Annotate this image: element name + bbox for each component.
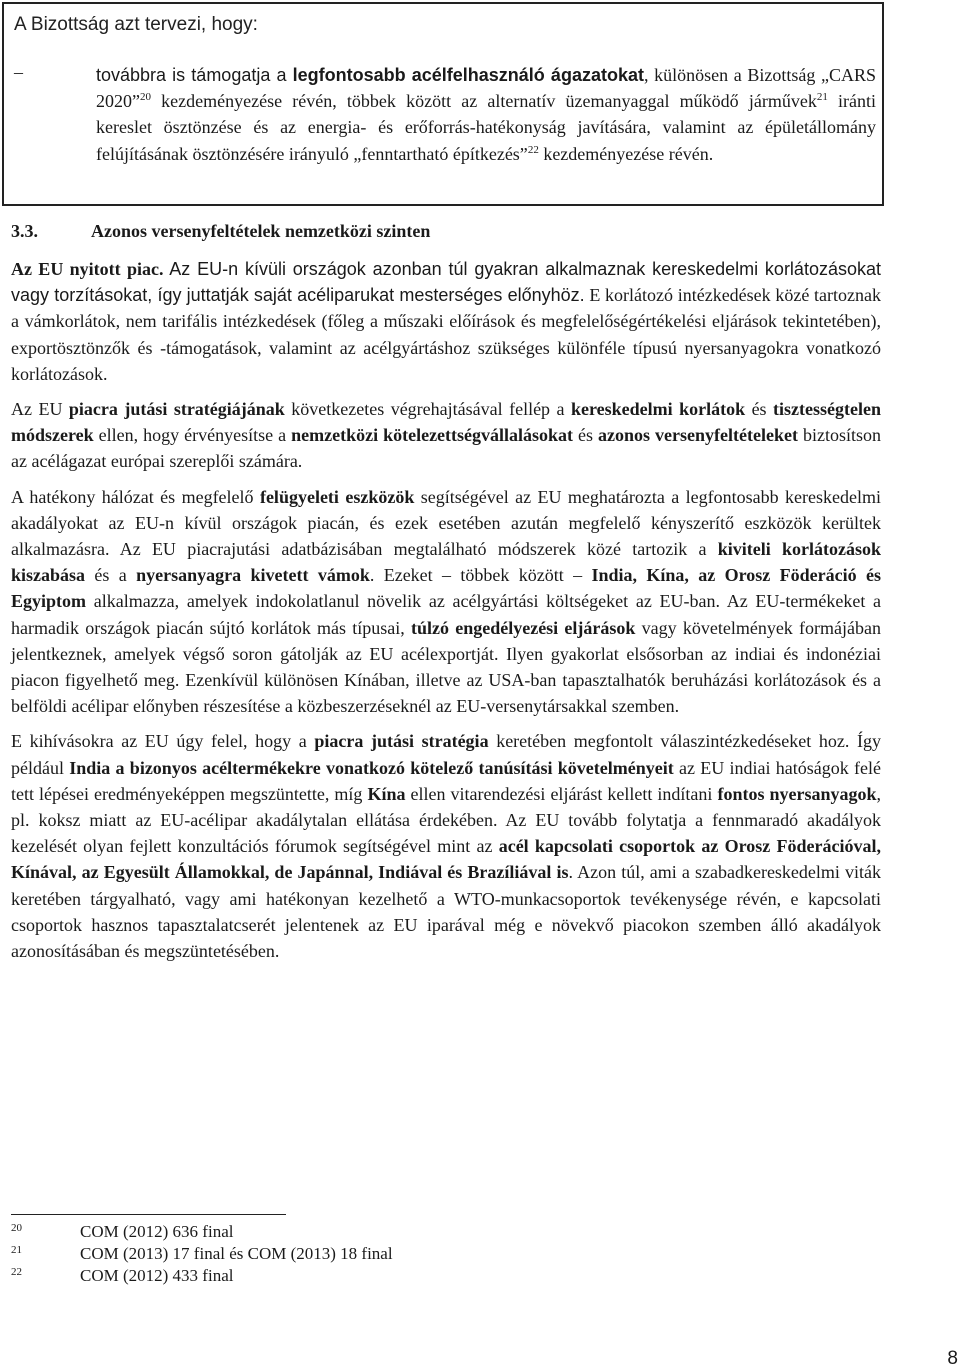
section-number: 3.3. bbox=[11, 221, 38, 241]
footnote bbox=[11, 1222, 611, 1244]
footnote-number: 22 bbox=[11, 1266, 22, 1278]
footnote-ref-21: 21 bbox=[816, 91, 828, 104]
footnote bbox=[11, 1244, 611, 1266]
dash-list-item bbox=[14, 62, 882, 167]
footnotes bbox=[11, 1222, 611, 1288]
main-content bbox=[11, 221, 881, 964]
page-number: 8 bbox=[947, 1348, 958, 1369]
footnote-text: COM (2012) 433 final bbox=[80, 1266, 234, 1285]
list-item-text: továbbra is támogatja a legfontosabb acélfelhasználó ágazatokat, különösen a Bizottság „CARS 2020”$^{20}$ kezdeményezése révén, többek között az alternatív üzemanyaggal működő járművek$^{21}$ iránti kereslet ösztönzése és az energia- és erőforrás-hatékonyság javítására, valamint az épületállomány felújításának ösztönzésére irányuló „fenntartható építkezés”$^{22}$ kezdeményezése révén. bbox=[96, 65, 876, 164]
footnote-ref-20: 20 bbox=[140, 91, 151, 104]
paragraph-3: A hatékony hálózat és megfelelő felügyeleti eszközök segítségével az EU meghatározta a legfontosabb kereskedelmi akadályokat az EU-n kívül országok piacán, és ezek esetében azután megfelelő kényszerítő eszközök kerültek alkalmazásra. Az EU piacrajutási adatbázisában megtalálható módszerek közé tartozik a kiviteli korlátozások kiszabása és a nyersanyagra kivetett vámok. Ezeket – többek között – India, Kína, az Orosz Föderáció és Egyiptom alkalmazza, amelyek indokolatlanul növelik az acélgyártási költségeket az EU-ban. Az EU-termékeket a harmadik országok piacán sújtó korlátok más típusai, túlzó engedélyezési eljárások vagy követelmények formájában jelentkeznek, amelyek végső soron gátolják az EU acélexportját. Ilyen gyakorlat elsősorban az indiai és indonéziai piacon figyelhető meg. Ezenkívül különösen Kínában, illetve az USA-ban tapasztalhatók beruházási korlátozások és a belföldi acélipar előnyben részesítése a közbeszerzéseknél az EU-versenytársakkal szemben. bbox=[11, 486, 882, 717]
section-heading bbox=[11, 221, 881, 242]
paragraph-2: Az EU piacra jutási stratégiájának következetes végrehajtásával fellép a kereskedelmi korlátok és tisztességtelen módszerek ellen, hogy érvényesítse a nemzetközi kötelezettségvállalásokat és azonos versenyfeltételeket biztosítson az acélágazat európai szereplői számára. bbox=[11, 399, 881, 472]
paragraph-4: E kihívásokra az EU úgy felel, hogy a piacra jutási stratégia keretében megfontolt válaszintézkedéseket hoz. Így például India a bizonyos acéltermékekre vonatkozó kötelező tanúsítási követelményeit az EU indiai hatóságok felé tett lépései eredményeképpen megszüntette, míg Kína ellen vitarendezési eljárást kellett indítani fontos nyersanyagok, pl. koksz miatt az EU-acélipar akadálytalan ellátása érdekében. Az EU tovább folytatja a fennmaradó akadályok kezelését olyan fejlett konzultációs fórumok segítségével mint az acél kapcsolati csoportok az Orosz Föderációval, Kínával, az Egyesült Államokkal, de Japánnal, Indiával és Brazíliával is. Azon túl, ami a szabadkereskedelmi viták keretében tárgyalható, vagy ami hatékonyan kezelhető a WTO-munkacsoportok tevékenysége révén, e kapcsolati csoportok hasznos tapasztalatcserét jelentenek az EU iparával még e növekvő piacokon szemben álló akadályok azonosításában és megszüntetésében. bbox=[11, 731, 882, 962]
footnote-divider bbox=[11, 1214, 286, 1215]
footnote-number: 20 bbox=[11, 1222, 22, 1234]
paragraph-1: Az EU nyitott piac. Az EU-n kívüli országok azonban túl gyakran alkalmaznak kereskedelmi korlátozásokat vagy torzításokat, így juttatják saját acéliparukat mesterséges előnyhöz. E korlátozó intézkedések közé tartoznak a vámkorlátok, nem tarifális intézkedések (főleg a műszaki előírások és megfelelőségértékelési eljárások tekintetében), exportösztönzők és -támogatások, valamint az acélgyártáshoz szükséges különféle típusú nyersanyagokra vonatkozó korlátozások. bbox=[11, 259, 881, 384]
section-title: Azonos versenyfeltételek nemzetközi szinten bbox=[91, 221, 431, 241]
footnote-text: COM (2013) 17 final és COM (2013) 18 final bbox=[80, 1244, 393, 1263]
footnote-number: 21 bbox=[11, 1244, 22, 1256]
footnote bbox=[11, 1266, 611, 1288]
list-dash: – bbox=[14, 62, 23, 82]
framed-box bbox=[2, 2, 884, 206]
footnote-ref-22: 22 bbox=[527, 143, 539, 156]
footnote-text: COM (2012) 636 final bbox=[80, 1222, 234, 1241]
box-heading: A Bizottság azt tervezi, hogy: bbox=[14, 14, 258, 35]
